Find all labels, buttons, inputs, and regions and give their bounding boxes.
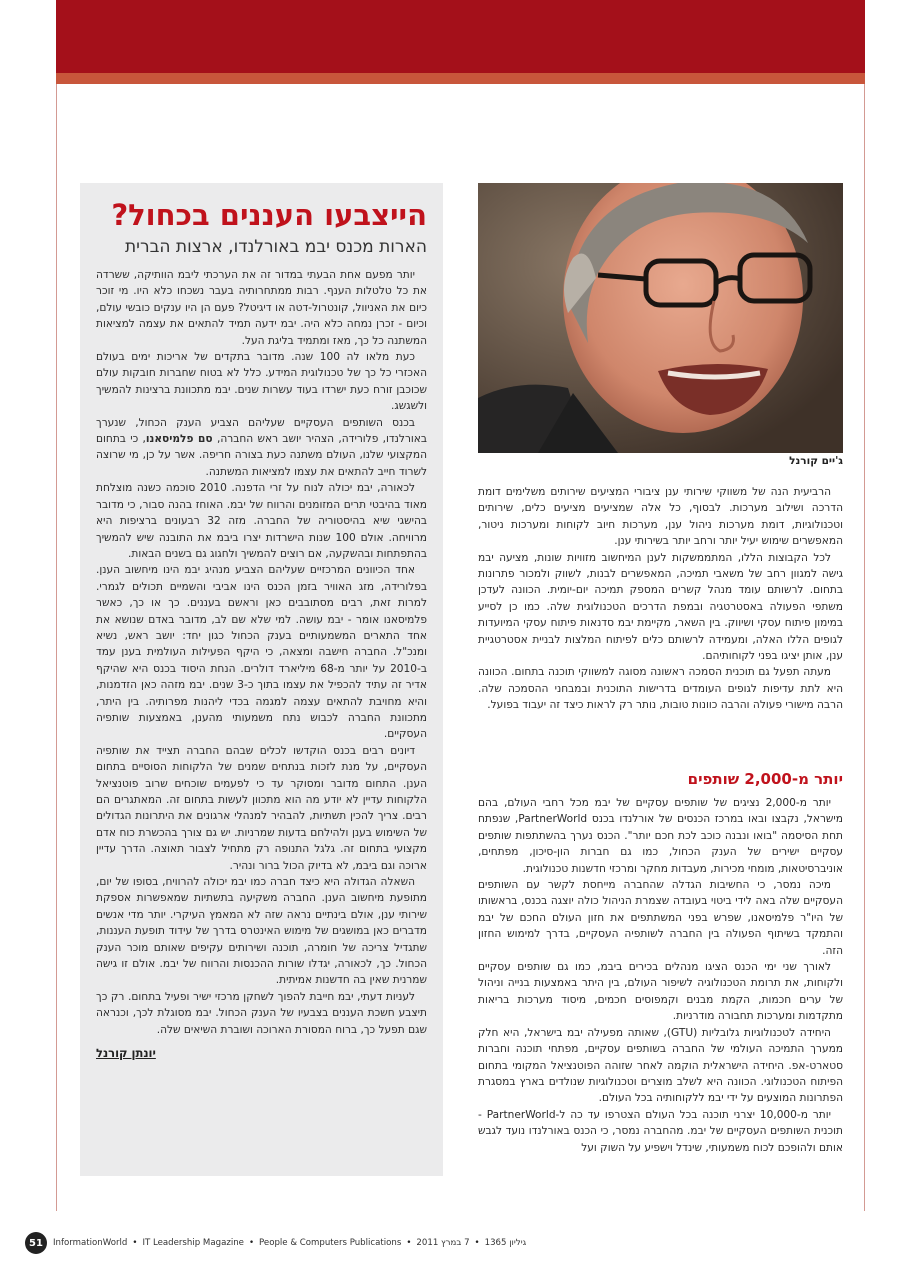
article-paragraph: לכל הקבוצות הללו, המתממשקות לענן המיחשוב מזוויות שונות, מציעה יבמ גישה למגוון רחב של משאבי תמיכה, המאפשרים לבנות, לשווק ולמכור פתרונות בתחום. לרשותם עומד מנהל קשרים המספק תמיכה יום-יומית. הכוונה לעדכן משתפי הפעולה באסטרטגיה ובמפת הדרכים הטכנולוגית שלה. כמו כן לסייע במימון פיתוח עסקי ושיווק. בין השאר, מקיימת יבמ סדנאות פיתוח עסקי המיועדות לגופים הללו האלה, ומעמידה לרשותם כלים לפיתוח המלצות לבניית אסטרטגיית ענן, אותן יציגו בפני לקוחותיהם. — [478, 551, 843, 663]
bullet-separator: • — [248, 1238, 255, 1248]
article-paragraph: מעתה תפעל גם תוכנית הסמכה ראשונה מסוגה למשווקי תוכנה בתחום. הכוונה היא לתת עדיפות לגופים העומדים בדרישות התוכנית ובמבחני ההסמכה שלה. הרבה מישורי פעולה והרבה כוונות טובות, נותר רק לראות כיצד זה יעבוד בפועל. — [478, 666, 843, 712]
bullet-separator: • — [474, 1238, 480, 1248]
footer-item: People & Computers Publications — [259, 1238, 402, 1248]
article-paragraph: מיכה נמסר, כי החשיבות הגדלה שהחברה מייחסת לקשר עם השותפים העסקיים שלה באה לידי ביטוי בעובדה שצמרת הניהול כולה יוצגה בכנס, בראשותו של היו"ר פלמיסאנו, שפרש בפני המשתתפים את חזון העולם החכם של יבמ והתמקד בשיתוף הפעולה בין החברה לשותפיה העסקיים, בדרך למימוש החזון הזה. — [478, 879, 843, 957]
box-paragraph: השאלה הגדולה היא כיצד חברה כמו יבמ יכולה להרוויח, בסופו של יום, מתופעת מיחשוב הענן. החברה משקיעה בתשתיות שמאפשרות אספקת שירותי ענן, אולם בינתיים נראה שזה לא המאמץ העיקרי. יותר מדי אנשים מדברים כאן במושגים של מימוש האינטרס בדרך של עידוד תופעת העננות, שתגדיל צריכה של חומרה, תוכנה ושירותים עקיפים שאותם מוכר הענק הכחול. כך, לכאורה, יגדלו שורות ההכנסות והרווח של יבמ. אולם זו גישה שמרנית שאין בה חדשנות אמיתית. — [96, 876, 427, 987]
article-body-top — [478, 484, 843, 714]
article-paragraph: הרביעית הנה של משווקי שירותי ענן ציבורי המציעים שירותים משלימים דומת הדרכה ושילוב מערכות. לבסוף, כל אלה שמציעים מציעים כלים, שירותים וטכנולוגיות, דומת מערכות ניהול ענן, מערכות חיוב לקוחות ומערכות ניטור, המאפשרים שימוש יעיל יותר ורחב יותר בשירותי ענן. — [478, 486, 843, 548]
page-footer — [25, 1232, 555, 1254]
box-paragraph: כעת מלאו לה 100 שנה. מדובר בתקדים של אריכות ימים בעולם האכזרי כל כך של טכנולוגית המידע. כלל לא בטוח שחברות חובקות עולם שכוכבן זורח כעת ישרדו בעוד עשרות שנים. יבמ מתכוונת ברצינות להמשיך ולשגשג. — [96, 351, 427, 413]
portrait-illustration — [478, 183, 843, 453]
top-color-band — [56, 0, 865, 73]
photo-caption: ג'יים קורנל — [789, 455, 843, 467]
footer-item: גיליון 1365 — [484, 1238, 527, 1248]
author-signature — [96, 1046, 427, 1060]
footer-item: 7 במרץ 2011 — [416, 1238, 470, 1248]
box-paragraph: לעניות דעתי, יבמ חייבת להפוך לשחקן מרכזי ישיר ופעיל בתחום. רק כך תיצבע חשכת העננים בצבעיו של הענק הכחול. יבמ מסוגלת לכך, וכנראה שגם תפעל כך, ברוח המסורת הארוכה ושוברת השיאים שלה. — [96, 990, 427, 1036]
top-accent-stripe — [56, 73, 865, 84]
highlighted-name: סם פלמיסאנו — [145, 433, 213, 446]
footer-item: IT Leadership Magazine — [142, 1238, 244, 1248]
box-paragraph: דיונים רבים בכנס הוקדשו לכלים שבהם החברה תצייד את שותפיה העסקיים, על מנת לזכות בנתחים שמנים של הלקוחות הסוסיים בתחום הענן. התחום מדובר ומסוקר עד כי לפעמים שוכחים שרוב פוטנציאל הלקוחות עדיין לא יודע מה הוא מתכוון לעשות בתחום זה. המאתגרים הם רבים. צריך להכין תשתיות, להבהיר למנהלי ארגונים את היתרונות הגדולים של השימוש בענן ולהילחם בדעות שמרניות. יש גם צורך בהכשרת כוח אדם מקצועי בתחום זה. גלגל התנופה רק מתחיל לצבור תאוצה. הדרך עדיין ארוכה וגם ביבמ, לא בדיוק הכול ברור ונהיר. — [96, 744, 427, 872]
section-heading: יותר מ-2,000 שותפים — [687, 770, 843, 788]
article-paragraph: היחידה לטכנולוגיות גלובליות (GTU), שאותה מפעילה יבמ בישראל, היא חלק ממערך התמיכה העולמי של החברה בשותפים עסקיים, מפתחי תוכנה וחברות סטארט-אפ. היחידה הישראלית הוקמה לאחר שזוהה הפוטנציאל המקומי בתחום הפיתוח הטכנולוגי. הכוונה היא לשלב מוצרים וטכנולוגיות שנולדים בארץ במסגרת הפתרונות המוצעים על ידי יבמ ללקוחותיה בכל העולם. — [478, 1026, 843, 1105]
box-title: הייצבעו העננים בכחול? — [111, 198, 427, 232]
box-paragraph: יותר מפעם אחת הבעתי במדור זה את הערכתי ליבמ הוותיקה, ששרדה את כל טלטלות הענף. רבות ממתחרותיה בעבר נשכחו כלא היו. מי זוכר כיום את האניוול, קונטרול-דטה או דיגיטל? פעם הן היו ענקים כובשי עולם, וכיום - זכרן נמחה כלא היה. יבמ ידעה תמיד להתאים את עצמה למציאות המשתנה כל כך, מאז ומתמיד בליגת העל. — [96, 269, 427, 347]
article-body-bottom — [478, 795, 843, 1156]
footer-item: InformationWorld — [53, 1238, 128, 1248]
article-paragraph: יותר מ-2,000 נציגים של שותפים עסקיים של יבמ מכל רחבי העולם, בהם מישראל, נקבצו ובאו במרכז הכנסים של אורלנדו בכנס PartnerWorld, שנפתח תחת הסיסמה "בואו ונבנה כוכב לכת חכם יותר". הכנס נערך בהשתתפות שותפים עסקיים ישירים של הענק הכחול, כמו גם חברות הון-סיכון, מפתחים, אוניברסיטאות, מומחי מכירות, מעבדות מחקר ומרכזי חדשנות טכנולוגית. — [478, 797, 843, 875]
bullet-separator: • — [132, 1238, 138, 1248]
portrait-photo — [478, 183, 843, 453]
author-name: יונתן קורנל — [96, 1046, 156, 1061]
article-paragraph: לאורך שני ימי הכנס הציגו מנהלים בכירים ביבמ, כמו גם שותפים עסקיים ולקוחות, את תרומת הטכנולוגיה לשיפור העולם, בין היתר באמצעות בנייה וניהול של ערים חכמות, הקמת מבנים וקמפוסים חכמים, מיסוד מערכות בריאות מתקדמות ומערכות תחבורה מודרניות. — [478, 961, 843, 1023]
opinion-box — [80, 183, 443, 1176]
article-paragraph: יותר מ-10,000 יצרני תוכנה בכל העולם הצטרפו עד כה ל-PartnerWorld - תוכנית השותפים העסקיים של יבמ. מהחברה נמסר, כי הכנס באורלנדו נועד לגבש אותם ולהופכם לכוח משמעותי, שינדל וישפיע על השוק ועל — [478, 1108, 843, 1154]
page-number: 51 — [25, 1232, 47, 1254]
box-paragraph: אחד הכיוונים המרכזיים שעליהם הצביע מנהיג יבמ הינו מיחשוב הענן. בפלורידה, מזג האוויר בזמן הכנס הינו אביבי והשמיים תכולים לגמרי. למרות זאת, רבים מסתובבים כאן וראשם בעננים. כך או כך, כאשר פלמיסאנו אומר - יבמ עושה. למי שלא שם לב, מדובר באדם שנושא את אחד התארים המשמעותיים בענק הכחול כגון יחד: יושב ראש, נשיא ומנכ"ל. החברה חישבה ומצאה, כי היקף הפעילות העולמית בענן עמד ב-2010 על יותר מ-68 מיליארד דולרים. הנחת היסוד בכנס היא שהיקף אדיר זה עתיד להכפיל את עצמו בתוך כ-3 שנים. יבמ מזהה כאן הזדמנות, והיא מחויבת להתאים עצמה למגמה בכדי ליהנות מפרותיה. בין היתר, מתכוונת החברה לכבוש נתח משמעותי מהענן, באמצעות שותפיה העסקיים. — [96, 564, 427, 741]
bullet-separator: • — [406, 1238, 412, 1248]
box-subtitle: הארות מכנס יבמ באורלנדו, ארצות הברית — [125, 237, 427, 257]
box-paragraph: לכאורה, יבמ יכולה לנוח על זרי הדפנה. 2010 סוכמה כשנה מוצלחת מאוד בהיבטי תרים המזומנים והרווח של יבמ. האוחז בהנה סבור, כי מדובר בהישגי שיא בהיסטוריה של החברה. מזה 32 רבעונים ברציפות היא מרוויחה. אולם 100 שנות הישרדות יצרו ביבמ את התובנה שיש להמשיך בהתפתחות ובהשקעה, אם רוצים להמשיך ולחגוג גם בשנים הבאות. — [96, 482, 428, 560]
box-paragraph: בכנס השותפים העסקיים שעליהם הצביע הענק הכחול, שנערך באורלנדו, פלורידה, הצהיר יושב ראש החברה, סם פלמיסאנו, כי בתחום המקצועי שלנו, העולם משתנה כעת בצורה חריפה. אשר על כן, מי שרוצה לשרוד חייב להתאים את עצמו למציאות המשתנה. — [96, 416, 428, 478]
